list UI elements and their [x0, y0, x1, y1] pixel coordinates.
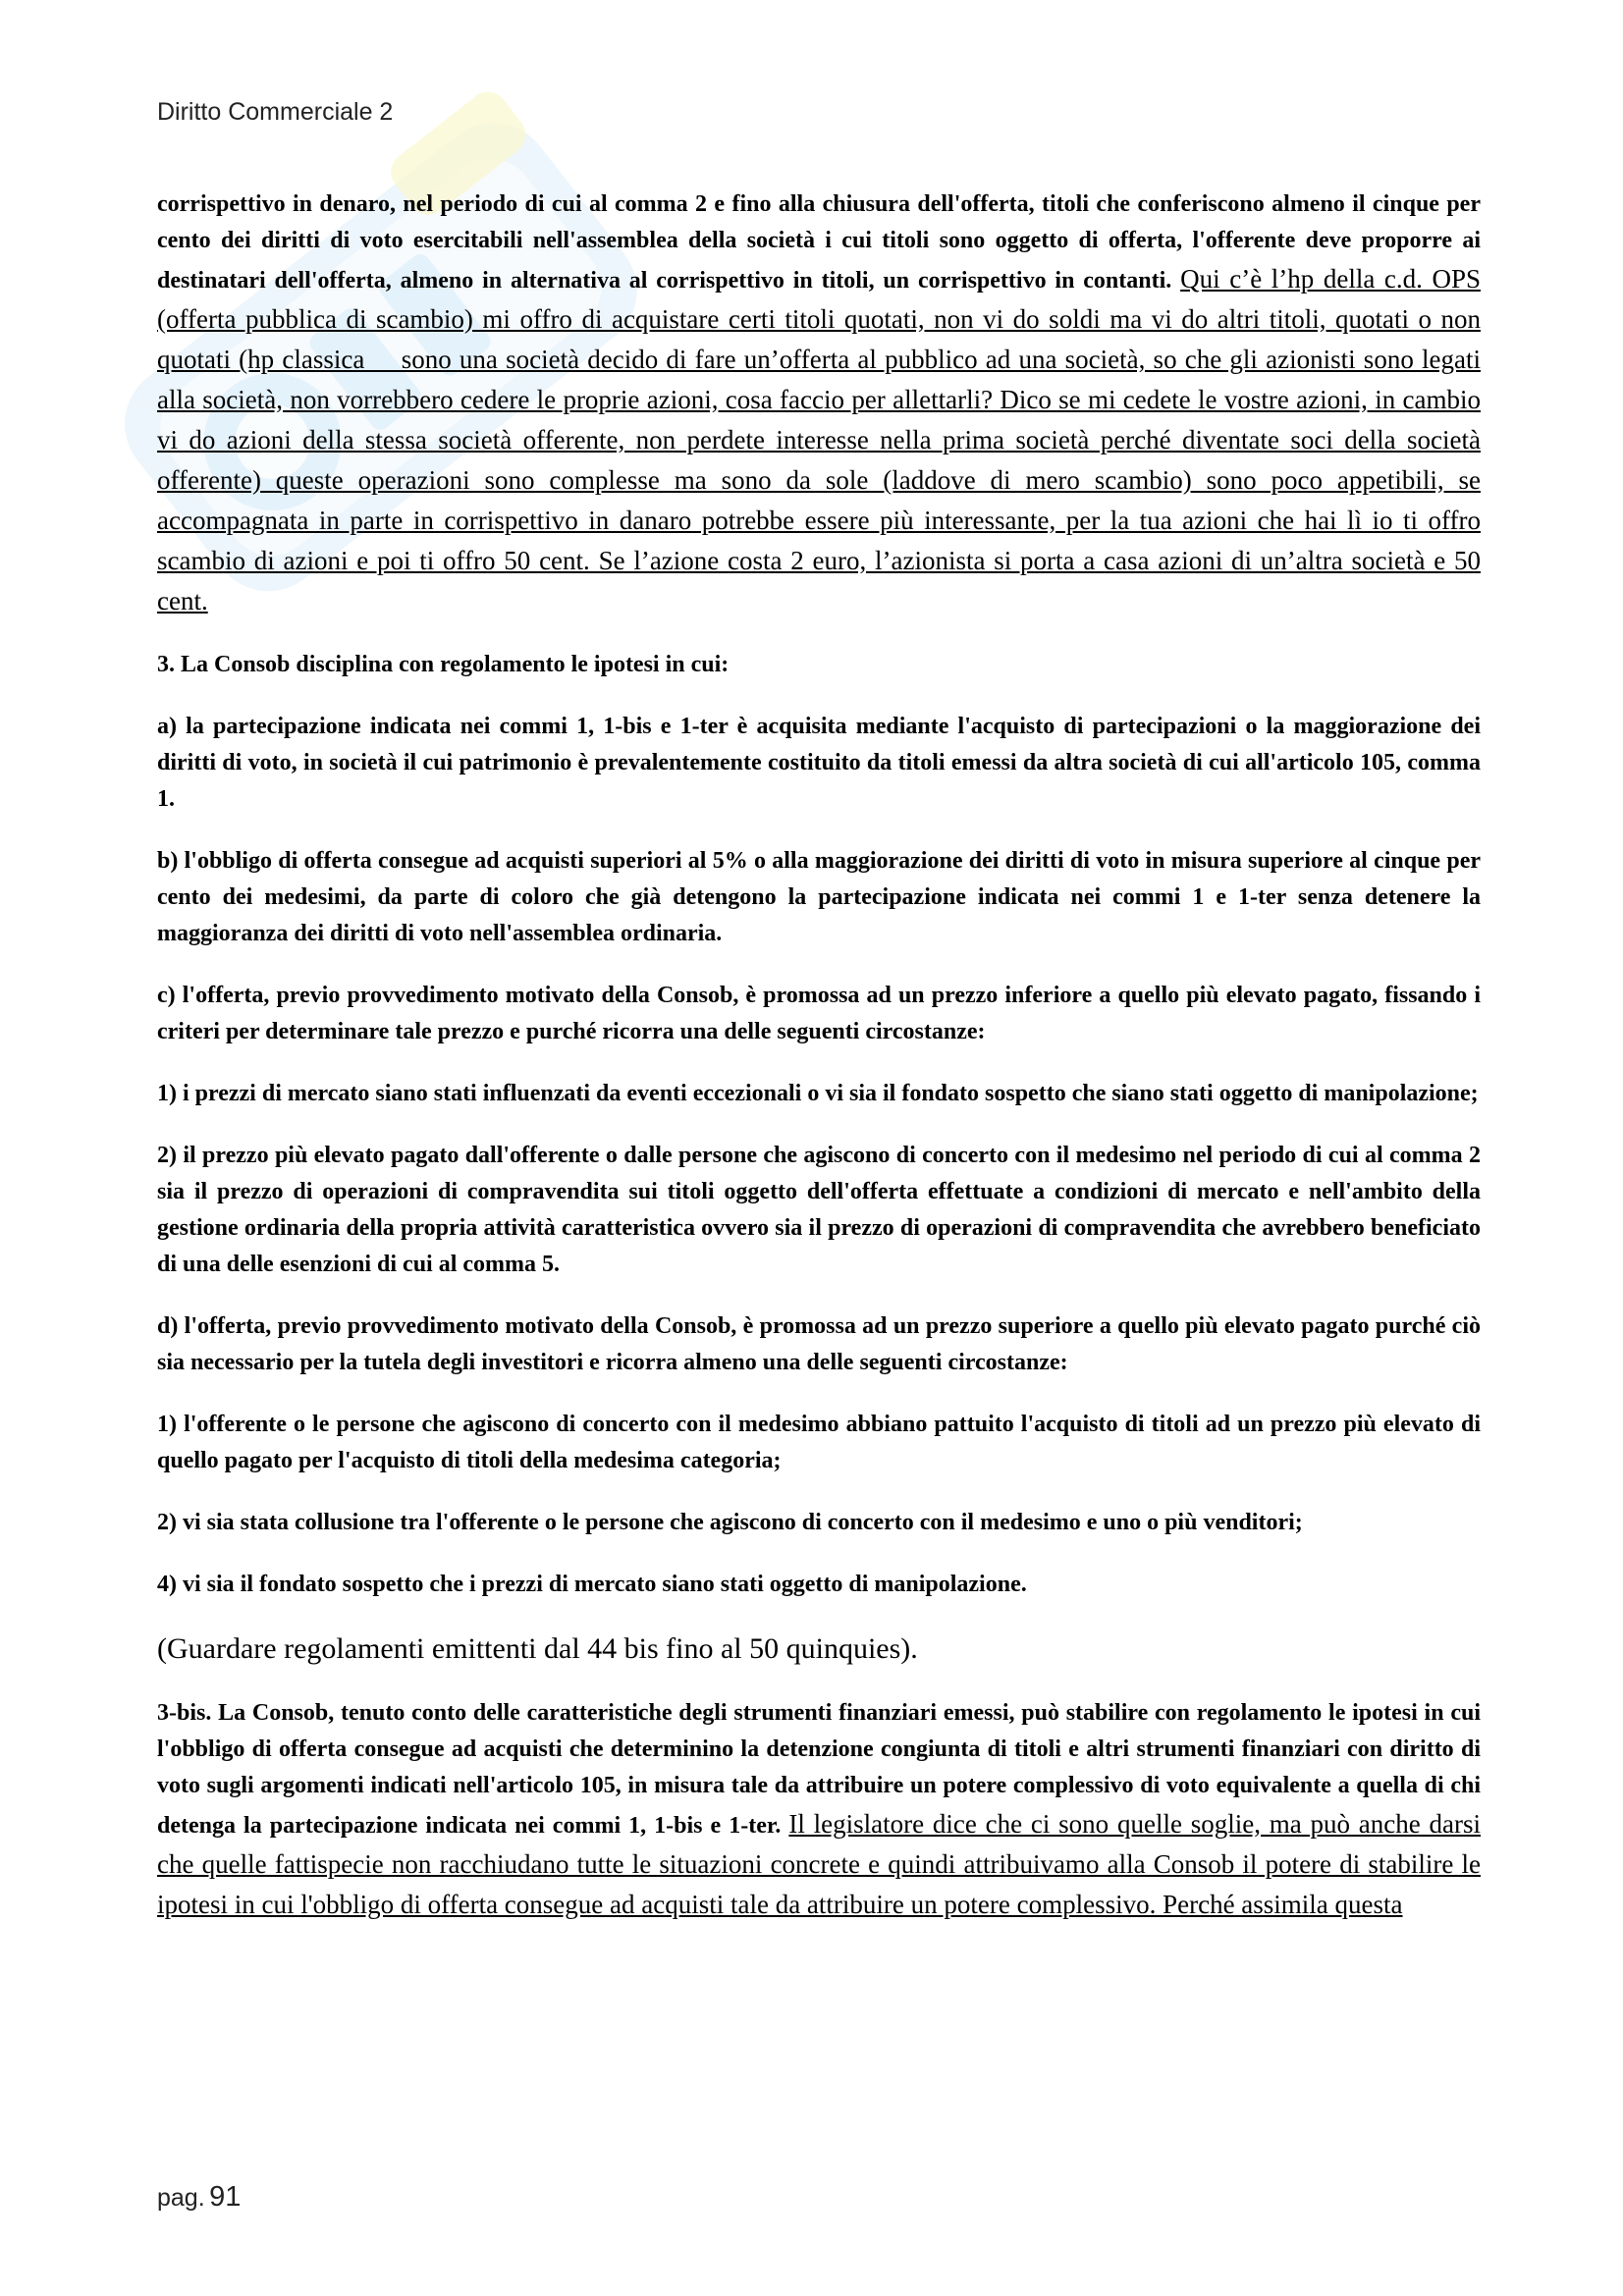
- paragraph-point-d-1: [157, 1407, 1481, 1479]
- page-label: pag.: [157, 2184, 205, 2212]
- paragraph-ops: [157, 187, 1481, 621]
- paragraph-law-text: 2) vi sia stata collusione tra l'offerente o le persone che agiscono di concerto con il medesimo e uno o più venditori;: [157, 1510, 1303, 1535]
- paragraph-law-text: 4) vi sia il fondato sospetto che i prezzi di mercato siano stati oggetto di manipolazione.: [157, 1572, 1027, 1597]
- paragraph-point-d: [157, 1308, 1481, 1381]
- paragraph-point-c: [157, 978, 1481, 1050]
- paragraph-point-d-2: [157, 1505, 1481, 1541]
- paragraph-law-text: d) l'offerta, previo provvedimento motivato della Consob, è promossa ad un prezzo superiore a quello più elevato pagato purché ciò sia necessario per la tutela degli investitori e ricorra almeno una delle seguenti circostanze:: [157, 1313, 1481, 1375]
- paragraph-point-c-1: [157, 1076, 1481, 1112]
- paragraph-annotation: Qui c’è l’hp della c.d. OPS (offerta pubblica di scambio) mi offro di acquistare certi titoli quotati, non vi do soldi ma vi do altri titoli, quotati o non quotati (hp classica sono una società decido di fare un’offerta al pubblico ad una società, so che gli azionisti sono legati alla società, non vorrebbero cedere le proprie azioni, cosa faccio per allettarli? Dico se mi cedete le vostre azioni, in cambio vi do azioni della stessa società offerente, non perdete interesse nella prima società perché diventate soci della società offerente) queste operazioni sono complesse ma sono da sole (laddove di mero scambio) sono poco appetibili, se accompagnata in parte in corrispettivo in danaro potrebbe essere più interessante, per la tua azioni che hai lì io ti offro scambio di azioni e poi ti offro 50 cent. Se l’azione costa 2 euro, l’azionista si porta a casa azioni di un’altra società e 50 cent.: [157, 264, 1482, 615]
- paragraph-comma-3-bis: [157, 1695, 1481, 1925]
- paragraph-point-b: [157, 843, 1481, 952]
- paragraph-law-text: 3-bis. La Consob, tenuto conto delle caratteristiche degli strumenti finanziari emessi, può stabilire con regolamento le ipotesi in cui l'obbligo di offerta consegue ad acquisti che determinino la detenzione congiunta di titoli e altri strumenti finanziari con diritto di voto sugli argomenti indicati nell'articolo 105, in misura tale da attribuire un potere complessivo di voto equivalente a quella di chi detenga la partecipazione indicata nei commi 1, 1-bis e 1-ter.: [157, 1700, 1481, 1839]
- paragraph-point-c-2: [157, 1138, 1481, 1283]
- paragraph-law-text: 3. La Consob disciplina con regolamento le ipotesi in cui:: [157, 652, 730, 677]
- paragraph-law-text: corrispettivo in denaro, nel periodo di cui al comma 2 e fino alla chiusura dell'offerta, titoli che conferiscono almeno il cinque per cento dei diritti di voto esercitabili nell'assemblea della società i cui titoli sono oggetto di offerta, l'offerente deve proporre ai destinatari dell'offerta, almeno in alternativa al corrispettivo in titoli, un corrispettivo in contanti.: [157, 191, 1481, 294]
- page-header: Diritto Commerciale 2: [157, 98, 394, 126]
- paragraph-law-text: a) la partecipazione indicata nei commi 1, 1-bis e 1-ter è acquisita mediante l'acquisto di partecipazioni o la maggiorazione dei diritti di voto, in società il cui patrimonio è prevalentemente costituito da titoli emessi da altra società di cui all'articolo 105, comma 1.: [157, 714, 1481, 812]
- paragraph-law-text: 1) i prezzi di mercato siano stati influenzati da eventi eccezionali o vi sia il fondato sospetto che siano stati oggetto di manipolazione;: [157, 1081, 1479, 1106]
- paragraph-comma-3: [157, 647, 1481, 683]
- document-body: [157, 187, 1481, 1950]
- page-number: 91: [209, 2181, 242, 2213]
- paragraph-law-text: b) l'obbligo di offerta consegue ad acquisti superiori al 5% o alla maggiorazione dei diritti di voto in misura superiore al cinque per cento dei medesimi, da parte di coloro che già detengono la partecipazione indicata nei commi 1 e 1-ter senza detenere la maggioranza dei diritti di voto nell'assemblea ordinaria.: [157, 848, 1481, 946]
- paragraph-point-d-4: [157, 1567, 1481, 1603]
- paragraph-reference-note: [157, 1629, 1481, 1670]
- paragraph-law-text: 1) l'offerente o le persone che agiscono di concerto con il medesimo abbiano pattuito l'acquisto di titoli ad un prezzo più elevato di quello pagato per l'acquisto di titoli della medesima categoria;: [157, 1412, 1481, 1473]
- paragraph-plain-text: (Guardare regolamenti emittenti dal 44 bis fino al 50 quinquies).: [157, 1632, 918, 1665]
- paragraph-law-text: c) l'offerta, previo provvedimento motivato della Consob, è promossa ad un prezzo inferiore a quello più elevato pagato, fissando i criteri per determinare tale prezzo e purché ricorra una delle seguenti circostanze:: [157, 983, 1481, 1044]
- paragraph-annotation: Il legislatore dice che ci sono quelle soglie, ma può anche darsi che quelle fattispecie non racchiudano tutte le situazioni concrete e quindi attribuivamo alla Consob il potere di stabilire le ipotesi in cui l'obbligo di offerta consegue ad acquisti tale da attribuire un potere complessivo. Perché assimila questa: [157, 1809, 1482, 1919]
- page-footer: [157, 2181, 241, 2214]
- paragraph-law-text: 2) il prezzo più elevato pagato dall'offerente o dalle persone che agiscono di concerto con il medesimo nel periodo di cui al comma 2 sia il prezzo di operazioni di compravendita sui titoli oggetto dell'offerta effettuate a condizioni di mercato e nell'ambito della gestione ordinaria della propria attività caratteristica ovvero sia il prezzo di operazioni di compravendita che avrebbero beneficiato di una delle esenzioni di cui al comma 5.: [157, 1143, 1481, 1277]
- paragraph-point-a: [157, 709, 1481, 818]
